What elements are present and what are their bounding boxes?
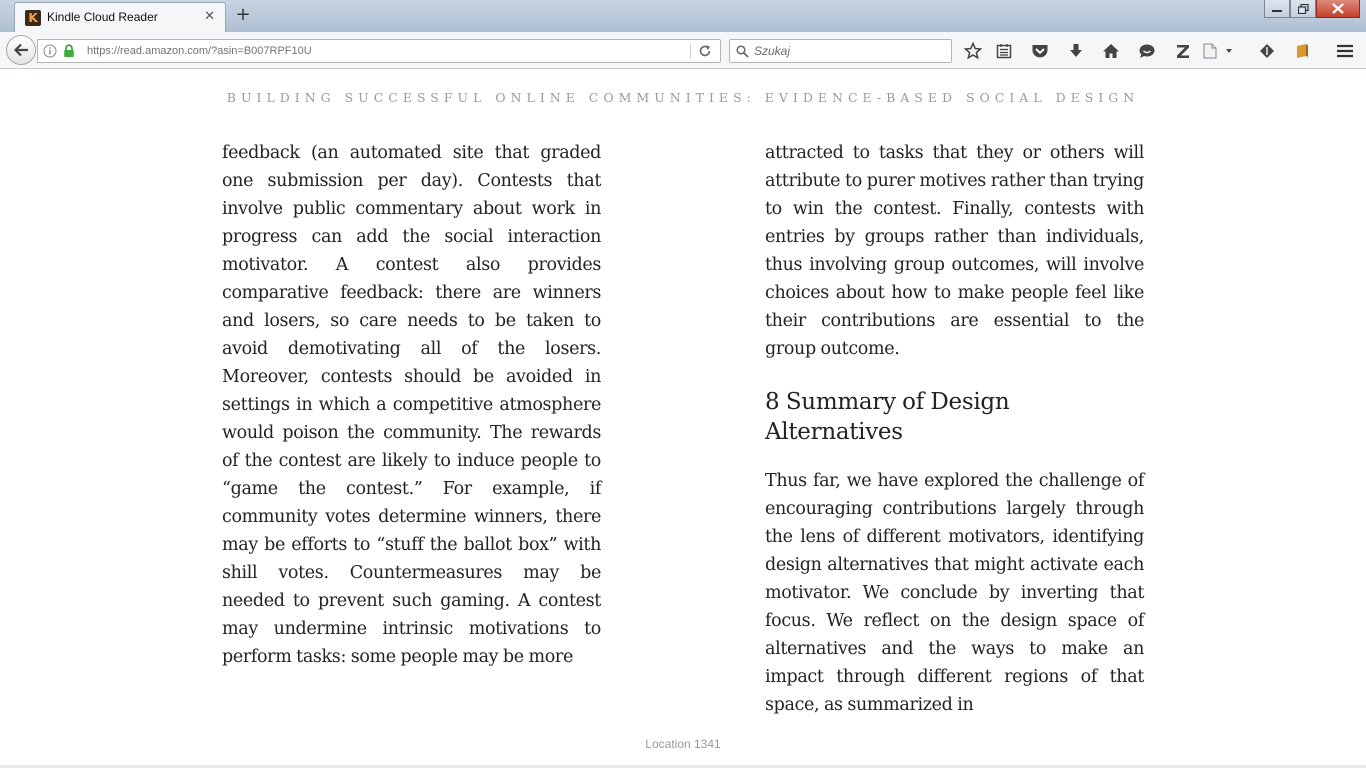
right-page-column <box>765 139 1144 719</box>
home-button[interactable] <box>1100 40 1122 62</box>
back-arrow-icon <box>13 43 29 57</box>
tab-title: Kindle Cloud Reader <box>47 10 158 24</box>
location-indicator: Location 1341 <box>645 737 721 751</box>
reload-icon[interactable] <box>698 44 712 58</box>
body-paragraph: Thus far, we have explored the challenge of encouraging contributions largely through the lens of different motivators, identifying design alternatives that might activate each motivator. We conclude by inverting that focus. We reflect on the design space of alternatives and the ways to make an impact through different regions of that space, as summarized in <box>765 471 1144 715</box>
star-icon <box>964 42 982 60</box>
body-paragraph: feedback (an automated site that graded one submission per day). Contests that involve public commentary about work in progress can add the social interaction motivator. A contest also provides comparative feedback: there are winners and losers, so care needs to be taken to avoid demotivating all of the losers. Moreover, contests should be avoided in settings in which a competitive atmosphere would poison the community. The rewards of the contest are likely to induce people to “game the contest.” For example, if community votes determine winners, there may be efforts to “stuff the ballot box” with shill votes. Countermeasures may be needed to prevent such gaming. A contest may undermine intrinsic motivations to perform tasks: some people may be more <box>222 143 601 667</box>
document-save-icon <box>1202 43 1234 59</box>
back-button[interactable] <box>6 35 36 65</box>
kindle-extension-button[interactable] <box>1291 40 1313 62</box>
title-bar <box>0 0 1366 32</box>
url-separator <box>690 43 691 59</box>
search-bar[interactable] <box>729 39 952 63</box>
minimize-icon <box>1272 5 1282 13</box>
lock-icon <box>63 44 75 58</box>
pocket-icon <box>1031 43 1049 59</box>
body-paragraph: attracted to tasks that they or others will attribute to purer motives rather than trying to win the contest. Finally, contests with entries by groups rather than individuals, thus involving group outcomes, will involve choices about how to make people feel like their contributions are essential to the group outcome. <box>765 143 1144 359</box>
bookmarks-menu-button[interactable] <box>993 40 1015 62</box>
address-bar[interactable] <box>37 39 721 63</box>
downloads-button[interactable] <box>1065 40 1087 62</box>
url-text: https://read.amazon.com/?asin=B007RPF10U <box>87 45 312 57</box>
section-heading: 8 Summary of Design Alternatives <box>765 389 1010 445</box>
diamond-arrows-icon <box>1258 43 1276 59</box>
navigation-bar <box>0 32 1366 69</box>
close-window-icon <box>1332 3 1344 14</box>
search-icon <box>736 45 749 58</box>
window-controls <box>1264 0 1360 20</box>
restore-icon <box>1298 4 1309 14</box>
site-info-icon[interactable] <box>43 44 57 58</box>
kindle-favicon-icon: K <box>25 10 41 26</box>
search-input[interactable] <box>754 42 944 60</box>
pocket-button[interactable] <box>1029 40 1051 62</box>
hello-chat-button[interactable] <box>1136 40 1158 62</box>
left-page-column <box>222 139 601 671</box>
bookmarks-list-icon <box>996 43 1012 59</box>
chat-bubble-icon <box>1138 43 1156 59</box>
zotero-z-icon <box>1175 43 1191 59</box>
new-tab-button[interactable]: + <box>235 4 251 25</box>
share-button[interactable] <box>1256 40 1278 62</box>
bookmark-star-button[interactable] <box>962 40 984 62</box>
close-tab-icon[interactable]: ✕ <box>204 9 215 24</box>
zotero-save-button[interactable] <box>1201 40 1235 62</box>
close-window-button[interactable] <box>1316 0 1360 18</box>
hamburger-menu-icon <box>1336 43 1354 59</box>
menu-button[interactable] <box>1334 40 1356 62</box>
book-icon <box>1294 43 1310 59</box>
restore-button[interactable] <box>1290 0 1316 18</box>
tab-kindle-cloud-reader[interactable] <box>14 2 226 33</box>
book-title: BUILDING SUCCESSFUL ONLINE COMMUNITIES: EVIDENCE-BASED SOCIAL DESIGN <box>226 90 1140 105</box>
download-arrow-icon <box>1068 43 1084 59</box>
minimize-button[interactable] <box>1264 0 1290 18</box>
home-icon <box>1102 43 1120 59</box>
zotero-button[interactable] <box>1172 40 1194 62</box>
